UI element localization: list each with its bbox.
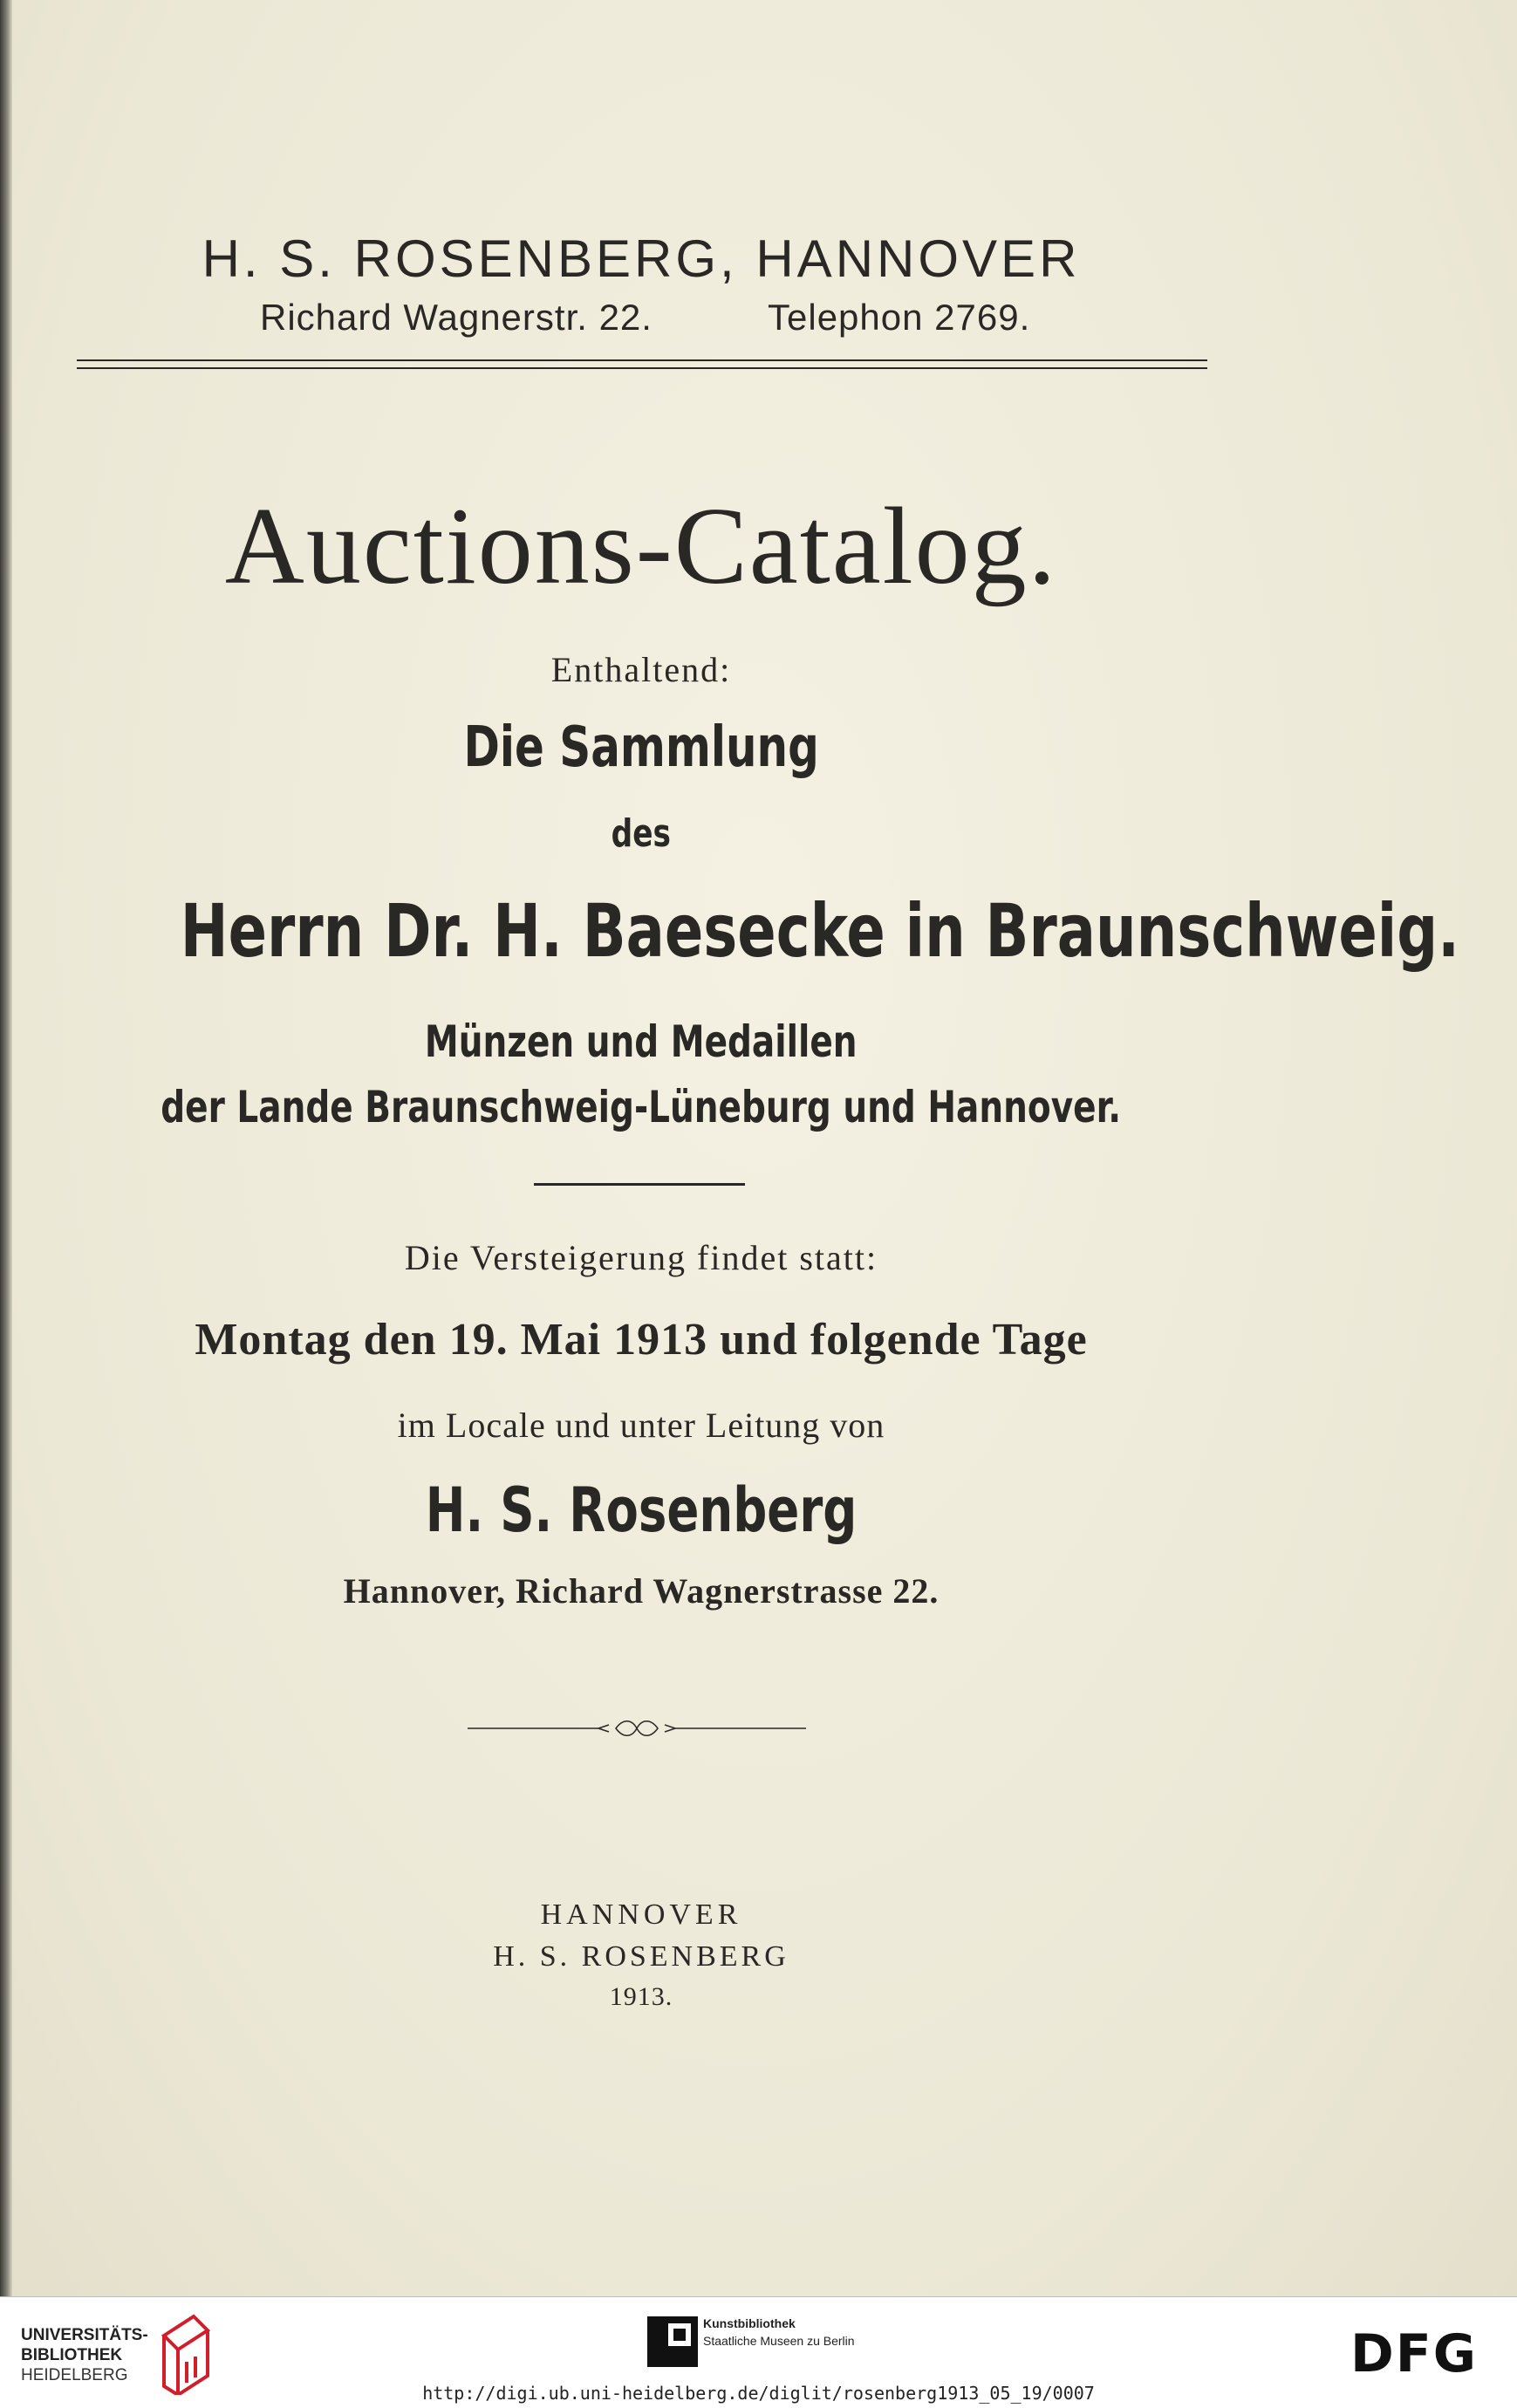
ornament-divider: [468, 1715, 806, 1741]
kunstbibliothek-text: Kunstbibliothek Staatliche Museen zu Berlin: [703, 2316, 855, 2348]
host-address: Hannover, Richard Wagnerstrasse 22.: [343, 1571, 940, 1611]
auction-date: Montag den 19. Mai 1913 und folgende Tage: [195, 1315, 1088, 1365]
dfg-logo: DFG: [1350, 2323, 1479, 2384]
publisher-address: Richard Wagnerstr. 22.: [260, 297, 653, 338]
imprint-publisher: H. S. ROSENBERG: [493, 1940, 789, 1973]
publisher-name: H. S. ROSENBERG, HANNOVER: [202, 229, 1081, 288]
collection-owner: Herrn Dr. H. Baesecke in Braunschweig.: [180, 888, 1460, 974]
host-name: H. S. Rosenberg: [425, 1474, 858, 1546]
publisher-phone: Telephon 2769.: [768, 297, 1031, 338]
digitization-footer: [0, 2296, 1517, 2408]
subject-line-1: Münzen und Medaillen: [425, 1016, 858, 1067]
subject-line-2: der Lande Braunschweig-Lüneburg und Hannover.: [161, 1082, 1122, 1132]
collection-line-1: Die Sammlung: [463, 715, 819, 780]
venue-intro: im Locale und unter Leitung von: [397, 1406, 885, 1445]
header-double-rule: [77, 359, 1207, 369]
auction-intro: Die Versteigerung findet statt:: [404, 1238, 878, 1277]
catalog-title: Auctions-Catalog.: [224, 486, 1058, 607]
library-name: UNIVERSITÄTS- BIBLIOTHEK HEIDELBERG: [21, 2326, 148, 2384]
imprint-city: HANNOVER: [540, 1898, 742, 1931]
permalink-url[interactable]: http://digi.ub.uni-heidelberg.de/diglit/rosenberg1913_05_19/0007: [422, 2383, 1095, 2404]
imprint-year: 1913.: [609, 1982, 673, 2011]
contents-intro: Enthaltend:: [550, 650, 732, 689]
section-divider: [534, 1183, 745, 1186]
collection-line-2: des: [611, 811, 672, 856]
kunstbibliothek-logo-icon: [647, 2316, 698, 2367]
